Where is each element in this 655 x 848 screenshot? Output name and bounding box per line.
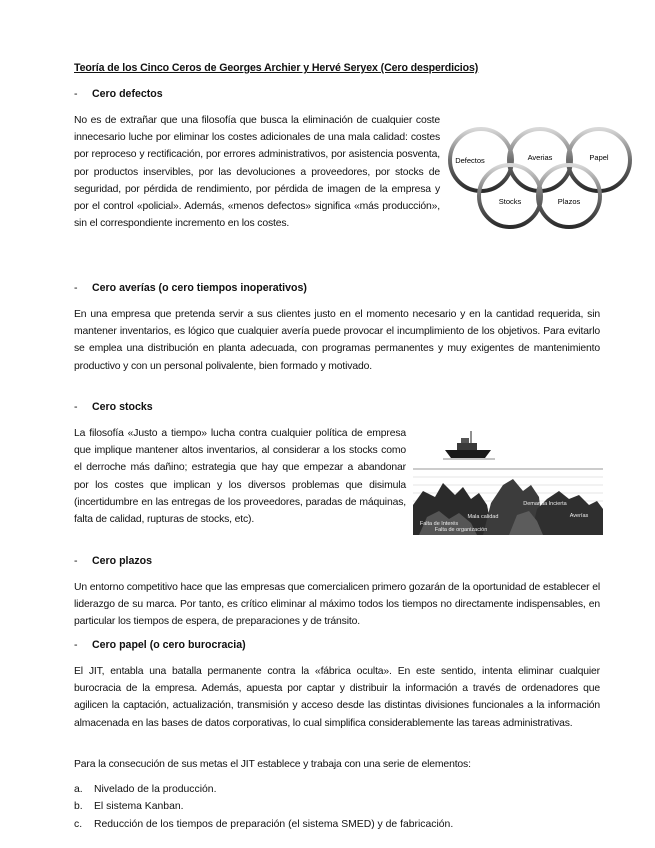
list-intro: Para la consecución de sus metas el JIT establece y trabaja con una serie de elementos: bbox=[74, 759, 471, 770]
heading-text: Cero plazos bbox=[92, 555, 153, 567]
list-item bbox=[74, 816, 453, 833]
ring-label-plazos: Plazos bbox=[557, 197, 581, 206]
list-marker: a. bbox=[74, 784, 83, 795]
ship-rocks-figure bbox=[413, 425, 603, 535]
rock-label-falta-organizacion: Falta de organización bbox=[434, 527, 488, 533]
section-heading-cero-defectos bbox=[74, 88, 163, 100]
elements-list bbox=[74, 781, 453, 833]
bullet-dash: - bbox=[74, 555, 78, 567]
paragraph-cero-plazos: Un entorno competitivo hace que las empresas que comercialicen primero gozarán de la oportunidad de establecer el liderazgo de su marca. Por tanto, es crítico eliminar al máximo todos los tiempos no directamente indispensables, en particular los tiempos de espera, de preparaciones y de tránsito. bbox=[74, 582, 600, 628]
ring-label-papel: Papel bbox=[589, 153, 609, 162]
document-title: Teoría de los Cinco Ceros de Georges Archier y Hervé Seryex (Cero desperdicios) bbox=[74, 62, 479, 74]
bullet-dash: - bbox=[74, 401, 78, 413]
paragraph-cero-stocks: La filosofía «Justo a tiempo» lucha contra cualquier política de empresa que implique mantener altos inventarios, al considerar a los stocks como el derroche más dañino; estrategia que hay que empezar a abandonar por los costes que implican y los diversos problemas que disimula (incertidumbre en las entregas de los proveedores, paradas de máquinas, falta de calidad, rupturas de stocks, etc). bbox=[74, 428, 406, 526]
rock-label-averias: Averías bbox=[569, 513, 589, 519]
heading-text: Cero papel (o cero burocracia) bbox=[92, 639, 246, 651]
rock-label-demanda-incierta: Demanda Incierta bbox=[523, 501, 567, 507]
section-heading-cero-papel bbox=[74, 639, 246, 651]
rock-label-mala-calidad: Mala calidad bbox=[467, 514, 499, 520]
heading-text: Cero averías (o cero tiempos inoperativos) bbox=[92, 282, 307, 294]
list-item-text: Reducción de los tiempos de preparación (el sistema SMED) y de fabricación. bbox=[94, 818, 454, 830]
paragraph-cero-papel: El JIT, entabla una batalla permanente contra la «fábrica oculta». En este sentido, intenta eliminar cualquier burocracia de la empresa. Además, apuesta por captar y distribuir la información a través de ordenadores que agilicen la captación, actualización, transmisión y acceso desde las distintas divisiones funcionales a la información almacenada en las bases de datos corporativas, lo cual simplifica considerablemente las tareas administrativas. bbox=[74, 666, 600, 729]
ring-label-stocks: Stocks bbox=[498, 197, 522, 206]
list-marker: b. bbox=[74, 801, 83, 813]
list-item bbox=[74, 798, 453, 815]
ring-label-defectos: Defectos bbox=[455, 156, 485, 165]
bullet-dash: - bbox=[74, 88, 78, 100]
list-marker: c. bbox=[74, 818, 83, 830]
ring-label-averias: Averias bbox=[527, 153, 553, 162]
section-heading-cero-averias bbox=[74, 282, 307, 294]
bullet-dash: - bbox=[74, 639, 78, 651]
rock-label-falta-interes: Falta de Interés bbox=[419, 521, 459, 527]
bullet-dash: - bbox=[74, 282, 78, 294]
heading-text: Cero defectos bbox=[92, 88, 163, 100]
list-item bbox=[74, 781, 453, 798]
heading-text: Cero stocks bbox=[92, 401, 153, 413]
list-item-text: Nivelado de la producción. bbox=[94, 784, 217, 795]
paragraph-cero-defectos: No es de extrañar que una filosofía que busca la eliminación de cualquier coste innecesario luche por eliminar los costes adicionales de una mala calidad: costes por reproceso y rectificación, por errores administrativos, por asistencia posventa, por productos inservibles, por las devoluciones a proveedores, por stocks de seguridad, por pérdida de rendimiento, por pérdida de imagen de la empresa y por el control «policial». Además, «menos defectos» significa «más producción», sin el correspondiente incremento en los costes. bbox=[74, 115, 440, 230]
section-heading-cero-stocks bbox=[74, 401, 153, 413]
five-zeros-rings-figure bbox=[447, 118, 637, 230]
section-heading-cero-plazos bbox=[74, 555, 152, 567]
list-item-text: El sistema Kanban. bbox=[94, 801, 184, 813]
paragraph-cero-averias: En una empresa que pretenda servir a sus clientes justo en el momento necesario y en la cantidad requerida, sin mantener inventarios, es lógico que cualquier avería puede provocar el incumplimiento de los objetivos. Para evitarlo se emplea una distribución en planta adecuada, con programas permanentes y muy exigentes de mantenimiento productivo y con un personal polivalente, bien formado y motivado. bbox=[74, 309, 600, 372]
